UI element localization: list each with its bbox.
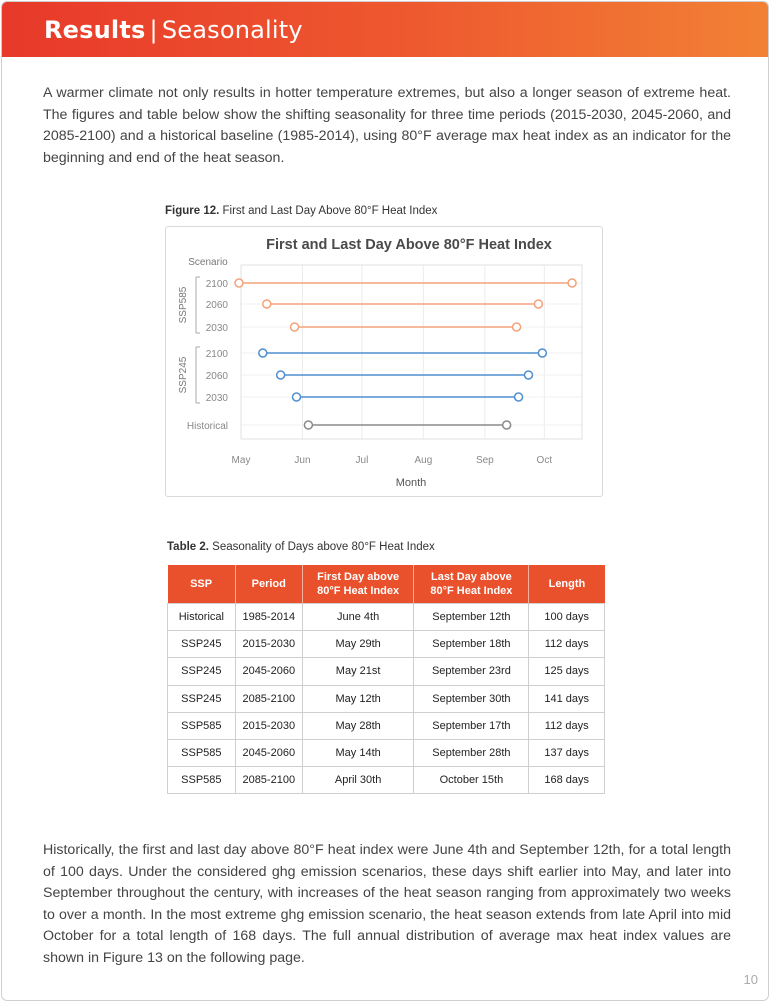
row-label: 2060 [205,371,228,382]
col-header-ssp: SSP [168,565,236,604]
x-tick-label: Aug [414,455,433,466]
table-cell: September 28th [414,739,529,766]
intro-paragraph: A warmer climate not only results in hotter temperature extremes, but also a longer season of extreme heat. The figures and table below show the shifting seasonality for three time periods (2015-2030, 2045-2060, and 2085-2100) and a historical baseline (1985-2014), using 80°F average max heat index as an indicator for the beginning and end of the heat season. [43,85,731,166]
section-title [44,16,303,44]
figure-caption-label: Figure 12. [165,205,220,217]
seasonality-table [167,565,605,794]
table-row [168,712,605,739]
group-label-ssp245: SSP245 [178,356,189,394]
table-cell: 2015-2030 [235,712,302,739]
table-row [168,767,605,794]
section-subtitle: Seasonality [161,16,303,44]
table-row [168,685,605,712]
table-cell: October 15th [414,767,529,794]
table-cell: 137 days [529,739,605,766]
table-cell: 141 days [529,685,605,712]
chart-title: First and Last Day Above 80°F Heat Index [266,237,552,253]
table-cell: 2045-2060 [235,739,302,766]
figure-12-chart [165,226,603,497]
table-cell: September 18th [414,631,529,658]
table-cell: September 30th [414,685,529,712]
col-header-first-day: First Day above 80°F Heat Index [302,565,414,604]
x-tick-label: May [231,455,251,466]
table-cell: 112 days [529,631,605,658]
table-cell: May 12th [302,685,414,712]
table-cell: Historical [168,604,236,631]
table-row [168,631,605,658]
table-cell: SSP245 [168,631,236,658]
section-header-bar [2,2,768,57]
table-header-row [168,565,605,604]
row-label: 2100 [205,279,228,290]
summary-paragraph: Historically, the first and last day above 80°F heat index were June 4th and September 12th, for a total length of 100 days. Under the considered ghg emission scenarios, these days shift earlier into May, and later into September throughout the century, with increases of the heat season ranging from approximately two weeks to over a month. In the most extreme ghg emission scenario, the heat season extends from late April into mid October for a total length of 168 days. The full annual distribution of average max heat index values are shown in Figure 13 on the following page. [43,842,731,966]
table-cell: 2045-2060 [235,658,302,685]
table-cell: April 30th [302,767,414,794]
page-number: 10 [743,972,758,987]
col-header-last-day: Last Day above 80°F Heat Index [414,565,529,604]
first-day-point [277,371,285,379]
table-cell: June 4th [302,604,414,631]
table-row [168,658,605,685]
last-day-point [515,393,523,401]
section-title-main: Results [44,16,146,44]
title-separator: | [149,16,158,44]
table-cell: 1985-2014 [235,604,302,631]
last-day-point [568,279,576,287]
table-cell: SSP585 [168,712,236,739]
last-day-point [503,421,511,429]
last-day-point [534,300,542,308]
first-day-point [263,300,271,308]
table-cell: SSP245 [168,685,236,712]
table-cell: September 23rd [414,658,529,685]
table-cell: September 17th [414,712,529,739]
y-axis-label: Scenario [188,257,228,268]
last-day-point [513,323,521,331]
x-tick-label: Sep [475,455,494,466]
first-day-point [291,323,299,331]
table-cell: May 14th [302,739,414,766]
table-cell: 112 days [529,712,605,739]
table-cell: 2085-2100 [235,685,302,712]
x-tick-label: Jun [294,455,311,466]
table-caption-text: Seasonality of Days above 80°F Heat Index [208,541,435,553]
table-cell: 125 days [529,658,605,685]
table-cell: September 12th [414,604,529,631]
table-cell: 2015-2030 [235,631,302,658]
table-row [168,604,605,631]
row-label: 2060 [205,300,228,311]
x-tick-label: Jul [355,455,369,466]
dumbbell-chart [166,227,602,496]
table-cell: SSP585 [168,739,236,766]
table-caption-label: Table 2. [167,541,209,553]
first-day-point [304,421,312,429]
group-label-ssp585: SSP585 [178,286,189,324]
row-label: 2030 [205,393,228,404]
row-label: Historical [186,421,228,432]
last-day-point [524,371,532,379]
table-cell: SSP245 [168,658,236,685]
table-cell: May 21st [302,658,414,685]
first-day-point [259,349,267,357]
last-day-point [538,349,546,357]
table-cell: 168 days [529,767,605,794]
table-cell: 100 days [529,604,605,631]
figure-caption-text: First and Last Day Above 80°F Heat Index [219,205,438,217]
table-cell: 2085-2100 [235,767,302,794]
table-cell: SSP585 [168,767,236,794]
figure-caption [165,205,437,217]
x-axis-label: Month [395,477,427,489]
table-caption [167,541,435,553]
table-cell: May 28th [302,712,414,739]
table-row [168,739,605,766]
table-cell: May 29th [302,631,414,658]
plot-frame [241,265,582,439]
row-label: 2100 [205,349,228,360]
first-day-point [235,279,243,287]
row-label: 2030 [205,323,228,334]
col-header-period: Period [235,565,302,604]
col-header-length: Length [529,565,605,604]
first-day-point [293,393,301,401]
x-tick-label: Oct [536,455,553,466]
